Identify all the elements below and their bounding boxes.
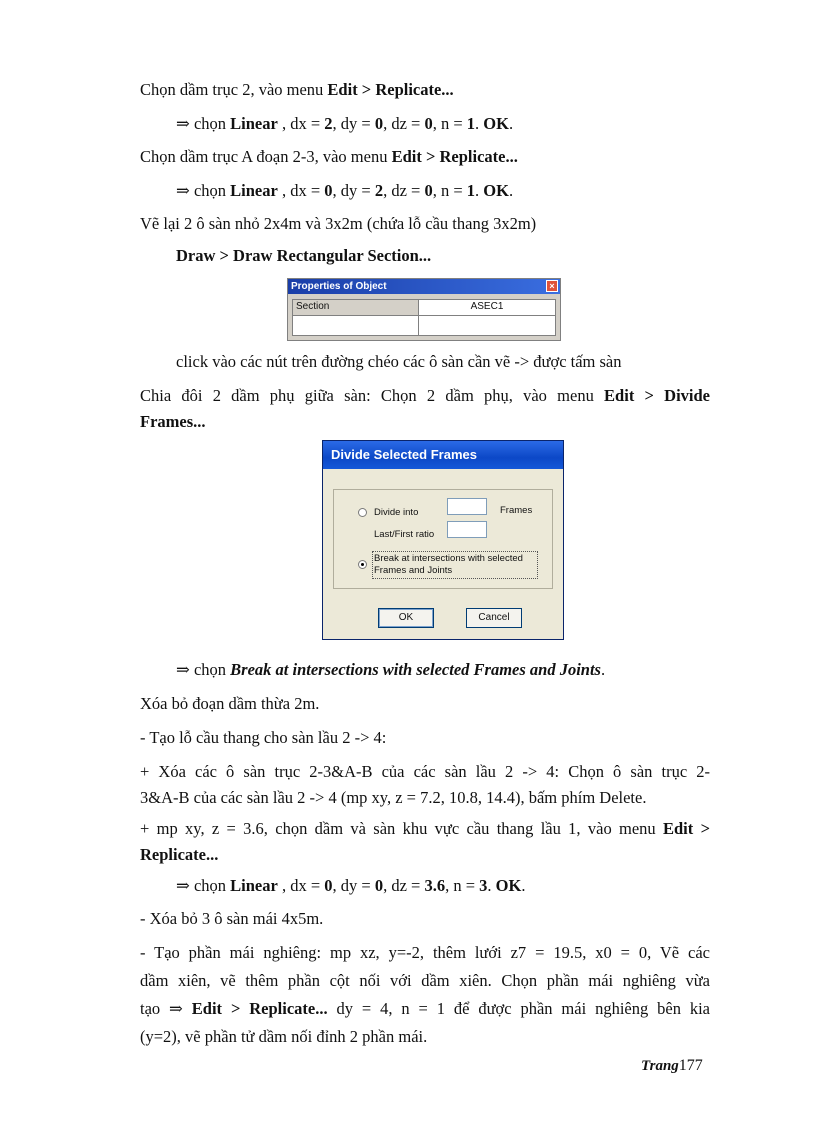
text-line-2 bbox=[176, 114, 513, 134]
value: OK bbox=[483, 181, 509, 200]
ratio-input[interactable] bbox=[447, 521, 487, 538]
text-segment: tạo ⇒ bbox=[140, 999, 192, 1018]
text-line-8 bbox=[140, 383, 710, 409]
menu-path: Edit > Divide bbox=[604, 386, 710, 405]
text-line-9 bbox=[176, 660, 605, 680]
text-segment: Chọn dầm trục 2, vào menu bbox=[140, 80, 328, 99]
text-line-4 bbox=[176, 181, 513, 201]
option-name: Break at intersections with selected Frames and Joints bbox=[230, 660, 601, 679]
text-segment: , n = bbox=[445, 876, 480, 895]
properties-grid bbox=[292, 299, 556, 336]
value: 3 bbox=[479, 876, 488, 895]
menu-path: Edit > Replicate... bbox=[327, 80, 454, 99]
text-segment: . bbox=[475, 114, 484, 133]
value: 0 bbox=[324, 876, 333, 895]
text-segment: . bbox=[508, 114, 514, 133]
text-segment: ⇒ chọn bbox=[176, 876, 231, 895]
dialog-title: Divide Selected Frames bbox=[323, 441, 563, 469]
menu-path: Draw > Draw Rectangular Section... bbox=[176, 246, 432, 265]
text-segment: ⇒ chọn bbox=[176, 660, 231, 679]
text-segment: dy = 4, n = 1 để được phần mái nghiêng bên kia bbox=[327, 999, 710, 1018]
text-segment: , n = bbox=[432, 114, 467, 133]
text-line-12a: + Xóa các ô sàn trục 2-3&A-B của các sàn lầu 2 -> 4: Chọn ô sàn trục 2- bbox=[140, 762, 710, 781]
text-segment: , dx = bbox=[277, 181, 325, 200]
text-segment: + mp xy, z = 3.6, chọn dầm và sàn khu vực cầu thang lầu 1, vào menu bbox=[140, 819, 663, 838]
text-segment: , dx = bbox=[277, 876, 325, 895]
close-icon[interactable]: × bbox=[546, 280, 558, 292]
text-line-14 bbox=[176, 876, 525, 896]
menu-path: Edit > Replicate... bbox=[191, 999, 328, 1018]
text-segment: . bbox=[508, 181, 514, 200]
text-line-10: Xóa bỏ đoạn dầm thừa 2m. bbox=[140, 694, 320, 713]
menu-path: Replicate... bbox=[140, 845, 219, 864]
divide-into-radio[interactable] bbox=[358, 508, 367, 517]
value: 1 bbox=[466, 181, 476, 200]
value: OK bbox=[483, 114, 509, 133]
text-line-12b: 3&A-B của các sàn lầu 2 -> 4 (mp xy, z = 7.2, 10.8, 14.4), bấm phím Delete. bbox=[140, 788, 647, 807]
menu-path: Frames... bbox=[140, 412, 206, 431]
section-label: Section bbox=[293, 300, 419, 316]
frames-count-input[interactable] bbox=[447, 498, 487, 515]
text-segment: , dz = bbox=[383, 876, 425, 895]
text-segment: , dx = bbox=[277, 114, 325, 133]
text-segment: , n = bbox=[432, 181, 467, 200]
value: 1 bbox=[466, 114, 476, 133]
text-segment: ⇒ chọn bbox=[176, 181, 231, 200]
option-name: Linear bbox=[230, 876, 278, 895]
frames-label: Frames bbox=[500, 505, 533, 516]
ok-button[interactable]: OK bbox=[378, 608, 434, 628]
text-line-6 bbox=[176, 246, 431, 266]
text-segment: , dy = bbox=[332, 114, 375, 133]
divide-selected-frames-dialog bbox=[322, 440, 564, 640]
text-line-16a: - Tạo phần mái nghiêng: mp xz, y=-2, thêm lưới z7 = 19.5, x0 = 0, Vẽ các bbox=[140, 943, 710, 962]
text-line-16c bbox=[140, 996, 710, 1022]
text-segment: , dy = bbox=[332, 181, 375, 200]
text-line-8-cont bbox=[140, 412, 206, 432]
value: 0 bbox=[424, 114, 433, 133]
text-line-7: click vào các nút trên đường chéo các ô sàn cần vẽ -> được tấm sàn bbox=[176, 352, 622, 371]
text-segment: . bbox=[475, 181, 484, 200]
value: 0 bbox=[374, 876, 384, 895]
text-segment: . bbox=[600, 660, 606, 679]
text-line-15: - Xóa bỏ 3 ô sàn mái 4x5m. bbox=[140, 909, 324, 928]
text-segment: . bbox=[487, 876, 496, 895]
text-segment: , dz = bbox=[383, 181, 425, 200]
text-segment: . bbox=[521, 876, 526, 895]
divide-options-group bbox=[333, 489, 553, 589]
menu-path: Edit > Replicate... bbox=[391, 147, 518, 166]
cancel-button[interactable]: Cancel bbox=[466, 608, 522, 628]
empty-cell bbox=[293, 316, 419, 335]
text-segment: ⇒ chọn bbox=[176, 114, 231, 133]
option-name: Linear bbox=[230, 114, 278, 133]
section-value[interactable]: ASEC1 bbox=[419, 300, 555, 316]
value: 0 bbox=[424, 181, 433, 200]
text-line-5: Vẽ lại 2 ô sàn nhỏ 2x4m và 3x2m (chứa lỗ cầu thang 3x2m) bbox=[140, 214, 537, 233]
text-line-16d: (y=2), vẽ phần tử dầm nối đỉnh 2 phần mái. bbox=[140, 1027, 428, 1046]
ratio-label: Last/First ratio bbox=[374, 529, 435, 540]
menu-path: Edit > bbox=[663, 819, 710, 838]
page-word: Trang bbox=[641, 1058, 679, 1074]
text-segment: , dy = bbox=[332, 876, 375, 895]
text-line-16b: dầm xiên, vẽ thêm phần cột nối với dầm xiên. Chọn phần mái nghiêng vừa bbox=[140, 971, 710, 990]
text-line-11: - Tạo lỗ cầu thang cho sàn lầu 2 -> 4: bbox=[140, 728, 387, 747]
value: 2 bbox=[374, 181, 384, 200]
dialog-title: Properties of Object bbox=[291, 281, 387, 292]
value: 0 bbox=[374, 114, 384, 133]
value: 2 bbox=[324, 114, 333, 133]
value: 3.6 bbox=[424, 876, 446, 895]
text-segment: , dz = bbox=[383, 114, 425, 133]
dialog-titlebar bbox=[288, 279, 560, 294]
break-at-intersections-label-2: Frames and Joints bbox=[374, 565, 453, 576]
option-name: Linear bbox=[230, 181, 278, 200]
break-at-intersections-radio[interactable] bbox=[358, 560, 367, 569]
text-segment: Chọn dầm trục A đoạn 2-3, vào menu bbox=[140, 147, 392, 166]
divide-into-label: Divide into bbox=[374, 507, 419, 518]
text-line-13b bbox=[140, 845, 218, 865]
page-number-value: 177 bbox=[678, 1057, 703, 1074]
break-at-intersections-label-1: Break at intersections with selected bbox=[374, 553, 523, 564]
value: OK bbox=[495, 876, 522, 895]
text-segment: Chia đôi 2 dầm phụ giữa sàn: Chọn 2 dầm phụ, vào menu bbox=[140, 386, 605, 405]
value: 0 bbox=[324, 181, 333, 200]
text-line-13a bbox=[140, 816, 710, 842]
properties-of-object-dialog bbox=[287, 278, 561, 341]
text-line-1 bbox=[140, 80, 454, 100]
text-line-3 bbox=[140, 147, 518, 167]
page-number bbox=[641, 1056, 703, 1076]
